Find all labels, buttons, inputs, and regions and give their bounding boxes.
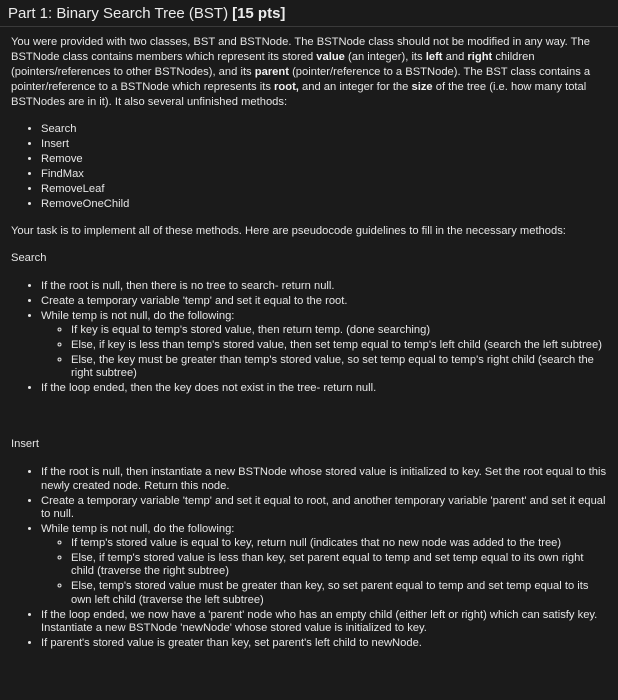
insert-step [41, 523, 608, 607]
search-substeps [41, 324, 608, 381]
insert-substep: ◦ If temp's stored value is equal to key, return null (indicates that no new node was added to the tree) [71, 537, 608, 551]
intro-text: and an integer for the [298, 81, 412, 93]
insert-step: • Create a temporary variable 'temp' and set it equal to root, and another temporary variable 'parent' and set it equal to null. [41, 495, 608, 522]
insert-substep: ◦ Else, temp's stored value must be greater than key, so set parent equal to temp and set temp equal to its own left child (traverse the left subtree) [71, 580, 608, 607]
methods-list [11, 122, 608, 212]
assignment-body [0, 27, 618, 651]
intro-text: (pointer/reference to a BSTNode). The BST class contains a pointer/reference to a BSTNode which represents its [11, 66, 591, 93]
insert-section-title: Insert [11, 438, 39, 450]
method-item: • Insert [41, 137, 608, 152]
part-heading [0, 0, 618, 27]
search-step: • Create a temporary variable 'temp' and set it equal to the root. [41, 295, 608, 309]
search-substep: ◦ Else, the key must be greater than temp's stored value, so set temp equal to temp's right child (search the right subtree) [71, 354, 608, 381]
search-section-title: Search [11, 252, 47, 264]
method-item: • FindMax [41, 167, 608, 182]
intro-bold-left: left [425, 51, 443, 63]
search-substep: ◦ If key is equal to temp's stored value, then return temp. (done searching) [71, 324, 608, 338]
search-step: • If the loop ended, then the key does not exist in the tree- return null. [41, 382, 608, 396]
intro-bold-parent: parent [254, 66, 289, 78]
insert-step-text: While temp is not null, do the following: [41, 523, 235, 535]
insert-step: • If the root is null, then instantiate a new BSTNode whose stored value is initialized to key. Set the root equal to this newly created node. Return this node. [41, 466, 608, 493]
insert-steps [11, 466, 608, 651]
method-item: • RemoveLeaf [41, 182, 608, 197]
intro-text: children (pointers/references to other BSTNodes), and its [11, 51, 535, 78]
intro-text: of the tree (i.e. how many total BSTNodes are in it). It also several unfinished methods: [11, 81, 587, 108]
points-label: [15 pts] [232, 4, 286, 22]
search-step-text: While temp is not null, do the following: [41, 310, 235, 322]
search-steps [11, 280, 608, 396]
method-item: • Search [41, 122, 608, 137]
insert-step: • If the loop ended, we now have a 'parent' node who has an empty child (either left or right) which can satisfy key. Instantiate a new BSTNode 'newNode' whose stored value is initialized to key. [41, 609, 608, 636]
insert-substeps [41, 537, 608, 608]
intro-paragraph [11, 35, 608, 110]
intro-text: and [442, 51, 468, 63]
intro-bold-size: size [411, 81, 433, 93]
intro-bold-right: right [467, 51, 493, 63]
insert-substep: ◦ Else, if temp's stored value is less than key, set parent equal to temp and set temp equal to its own right child (traverse the right subtree) [71, 552, 608, 579]
part-title: Part 1: Binary Search Tree (BST) [8, 4, 229, 22]
method-item: • Remove [41, 152, 608, 167]
search-step [41, 310, 608, 381]
spacer [11, 397, 608, 437]
intro-text: You were provided with two classes, BST and BSTNode. The BSTNode class should not be modified in any way. The BSTNode class contains members which represent its stored [11, 36, 590, 63]
method-item: • RemoveOneChild [41, 197, 608, 212]
insert-step: • If parent's stored value is greater than key, set parent's left child to newNode. [41, 637, 608, 651]
intro-bold-value: value [316, 51, 345, 63]
intro-bold-root: root, [274, 81, 299, 93]
task-paragraph: Your task is to implement all of these methods. Here are pseudocode guidelines to fill in the necessary methods: [11, 225, 566, 237]
intro-text: (an integer), its [344, 51, 426, 63]
search-substep: ◦ Else, if key is less than temp's stored value, then set temp equal to temp's left child (search the left subtree) [71, 339, 608, 353]
search-step: • If the root is null, then there is no tree to search- return null. [41, 280, 608, 294]
